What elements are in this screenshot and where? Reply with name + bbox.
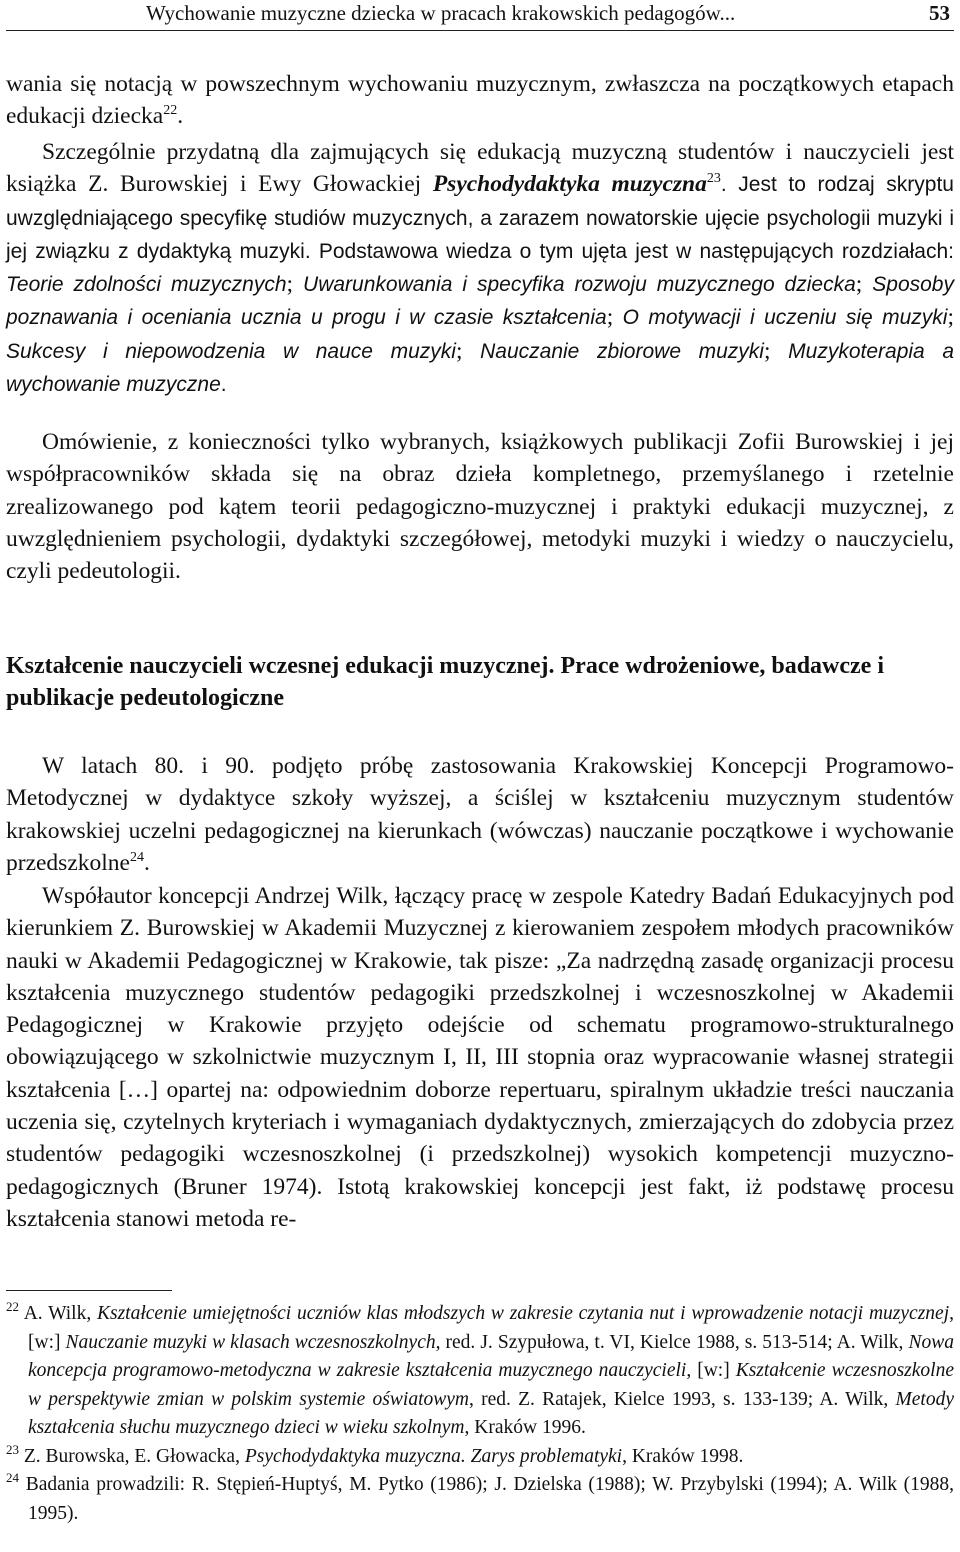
section-heading: Kształcenie nauczycieli wczesnej edukacji muzycznej. Prace wdrożeniowe, badawcze i publikacje pedeutologiczne [6,653,884,711]
footnote-italic: Psychodydaktyka muzyczna. Zarys problematyki [244,1445,623,1467]
footnote-ref-24[interactable]: 24 [129,849,144,865]
footnote-italic: Nowa koncepcja programowo-metodyczna w zakresie kształcenia muzycznego nauczycieli [28,1331,954,1381]
footnote-24 [6,1471,954,1528]
footnote-number: 22 [6,1299,19,1314]
separator: ; [855,271,873,298]
separator: ; [286,271,304,298]
footnote-text: , red. Z. Ratajek, Kielce 1993, s. 133-139; A. Wilk, [468,1388,896,1410]
footnote-italic: Metody kształcenia słuchu muzycznego dzieci w wieku szkolnym [28,1388,954,1438]
footnote-separator [6,1290,172,1291]
footnote-text: , Kraków 1998. [622,1445,744,1467]
running-header [6,0,954,31]
footnote-text: , [w:] [28,1303,954,1353]
page-number: 53 [929,1,950,25]
chapter-1: Teorie zdolności muzycznych [6,273,287,297]
footnote-text: , Kraków 1996. [464,1417,586,1438]
footnote-italic: Kształcenie umiejętności uczniów klas młodszych w zakresie czytania nut i wprowadzenie notacji muzycznej [96,1303,950,1324]
footnote-text: , red. J. Szypułowa, t. VI, Kielce 1988, s. 513-514; A. Wilk, [435,1331,909,1353]
paragraph-4-text: W latach 80. i 90. podjęto próbę zastosowania Krakowskiej Koncepcji Programowo-Metodycznej w dydaktyce szkoły wyższej, a ściślej w kształceniu muzycznym studentów krakowskiej uczelni pedagogicznej na kierunkach (wówczas) nauczanie początkowe i wychowanie przedszkolne [6,753,954,876]
separator: ; [455,337,481,364]
footnote-ref-22[interactable]: 22 [163,103,178,119]
footnote-22 [6,1300,954,1443]
paragraph-1-text: wania się notacją w powszechnym wychowaniu muzycznym, zwłaszcza na początkowych etapach edukacji dziecka [6,71,954,130]
footnote-italic: Nauczanie muzyki w klasach wczesnoszkolnych [65,1331,436,1353]
footnotes [6,1300,954,1528]
paragraph-2 [6,136,954,401]
footnote-text: Z. Burowska, E. Głowacka, [23,1445,245,1467]
paragraph-1-end: . [177,103,184,130]
footnote-text: , [w:] [686,1360,736,1381]
footnote-23 [6,1443,954,1472]
paragraph-2-text-b: . Jest to rodzaj skryptu uwzględniającego specyfikę studiów muzycznych, a zarazem nowatorskie ujęcie psychologii muzyki i jej związku z dydaktyką muzyki. Podstawowa wiedza o tym ujęta jest w następujących rozdziałach: [6,173,954,263]
chapter-6: Nauczanie zbiorowe muzyki [480,339,764,363]
book-title-psychodydaktyka: Psychodydaktyka muzyczna [432,171,707,198]
paragraph-2-text-a: Szczególnie przydatną dla zajmujących się edukacją muzyczną studentów i nauczycieli jest książka Z. Burowskiej i Ewy Głowackiej [6,139,954,198]
paragraph-3: Omówienie, z konieczności tylko wybranych, książkowych publikacji Zofii Burowskiej i jej współpracowników składa się na obraz dzieła kompletnego, przemyślanego i rzetelnie zrealizowanego pod kątem teorii pedagogiczno-muzycznej i praktyki edukacji muzycznej, z uwzględnieniem psychologii, dydaktyki szczegółowej, metodyki muzyki i wiedzy o nauczycielu, czyli pedeutologii. [6,429,954,585]
footnote-italic: Kształcenie wczesnoszkolne w perspektywie zmian w polskim systemie oświatowym [28,1360,954,1410]
separator: ; [763,337,789,364]
footnote-text: Badania prowadzili: R. Stępień-Huptyś, M. Pytko (1986); J. Dzielska (1988); W. Przybylski (1994); A. Wilk (1988, 1995). [25,1474,954,1524]
chapter-5: Sukcesy i niepowodzenia w nauce muzyki [6,339,456,363]
footnote-number: 23 [6,1441,19,1457]
paragraph-2-end: . [220,373,227,397]
paragraph-4-end: . [143,849,150,876]
chapter-7: Muzykoterapia a wychowanie muzyczne [6,339,955,397]
chapter-3: Sposoby poznawania i oceniania ucznia u progu i w czasie kształcenia [6,273,954,330]
footnote-ref-23[interactable]: 23 [706,171,721,187]
paragraph-4 [6,750,954,879]
footnote-text: A. Wilk, [23,1303,97,1324]
separator: ; [947,304,955,331]
running-title: Wychowanie muzyczne dziecka w pracach krakowskich pedagogów... [146,1,736,25]
footnote-number: 24 [6,1470,19,1485]
chapter-4: O motywacji i uczeniu się muzyki [622,306,948,330]
paragraph-5: Współautor koncepcji Andrzej Wilk, łączący pracę w zespole Katedry Badań Edukacyjnych pod kierunkiem Z. Burowskiej w Akademii Muzycznej z kierowaniem zespołem młodych pracowników nauki w Akademii Pedagogicznej w Krakowie, tak pisze: „Za nadrzędną zasadę organizacji procesu kształcenia muzycznego studentów pedagogiki przedszkolnej i wczesnoszkolnej w Akademii Pedagogicznej w Krakowie przyjęto odejście od schematu programowo-strukturalnego obowiązującego w szkolnictwie muzycznym I, II, III stopnia oraz wypracowanie własnej strategii kształcenia […] opartej na: odpowiednim doborze repertuaru, spiralnym układzie treści nauczania uczenia się, czytelnych kryteriach i wymaganiach dydaktycznych, zmierzających do zdobycia przez studentów pedagogiki wczesnoszkolnej (i przedszkolnej) wysokich kompetencji muzyczno-pedagogicznych (Bruner 1974). Istotą krakowskiej koncepcji jest fakt, iż podstawę procesu kształcenia stanowi metoda re- [6,883,954,1232]
chapter-2: Uwarunkowania i specyfika rozwoju muzycznego dziecka [303,273,856,297]
paragraph-1 [6,68,954,133]
separator: ; [606,304,623,331]
